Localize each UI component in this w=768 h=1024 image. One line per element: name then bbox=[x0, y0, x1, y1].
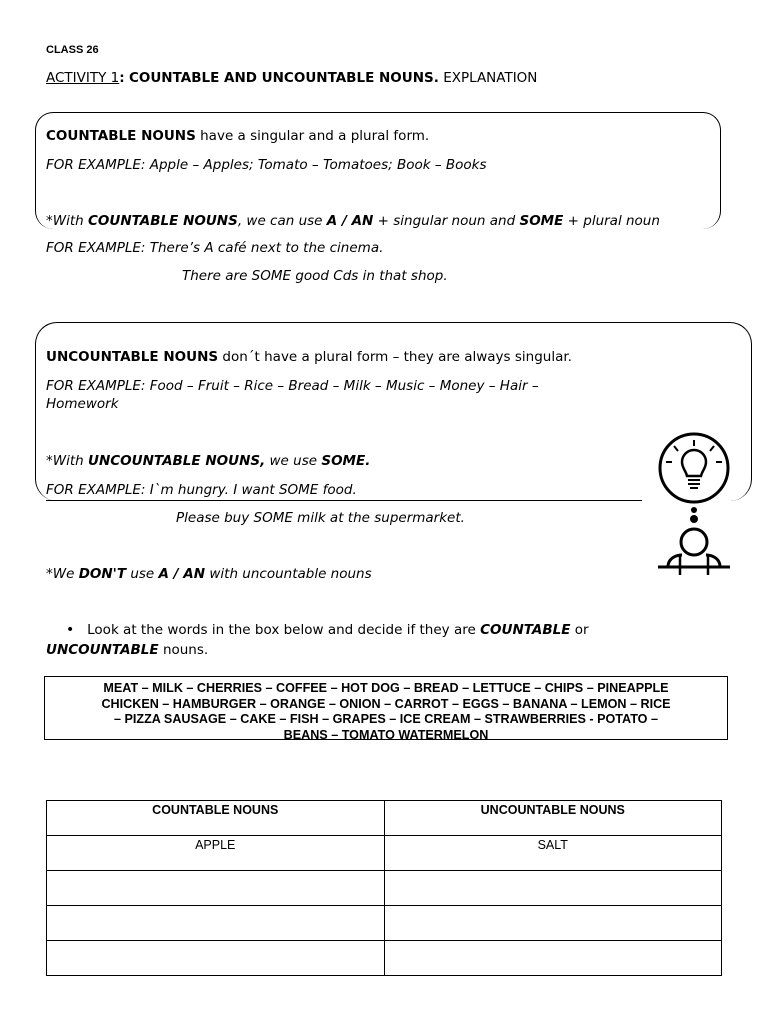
table-row bbox=[47, 871, 722, 906]
column-header-countable: COUNTABLE NOUNS bbox=[47, 801, 385, 836]
uncountable-rule bbox=[46, 453, 370, 469]
table-cell[interactable] bbox=[384, 871, 722, 906]
dont-rule-a-an: A / AN bbox=[158, 566, 206, 582]
countable-rule-end: + plural noun bbox=[567, 213, 660, 229]
uncountable-rule-some: SOME. bbox=[321, 453, 371, 469]
uncountable-rule-start: *With bbox=[46, 453, 84, 469]
activity-suffix: EXPLANATION bbox=[443, 70, 538, 86]
activity-colon: : bbox=[119, 70, 125, 86]
uncountable-example2-line2: Please buy SOME milk at the supermarket. bbox=[176, 510, 465, 526]
countable-rule-term: COUNTABLE NOUNS bbox=[88, 213, 238, 229]
uncountable-definition-text: don´t have a plural form – they are always singular. bbox=[222, 349, 572, 365]
instruction-line1 bbox=[66, 622, 589, 638]
dont-rule-mid: use bbox=[130, 566, 155, 582]
uncountable-example-line2: Homework bbox=[46, 396, 119, 412]
instruction-line2 bbox=[46, 642, 208, 658]
countable-example2-line1: FOR EXAMPLE: There’s A café next to the cinema. bbox=[46, 240, 384, 256]
uncountable-definition bbox=[46, 349, 572, 365]
word-box-line: CHICKEN – HAMBURGER – ORANGE – ONION – CARROT – EGGS – BANANA – LEMON – RICE bbox=[101, 696, 671, 711]
table-cell[interactable] bbox=[47, 941, 385, 976]
table-row bbox=[47, 906, 722, 941]
word-box-line: MEAT – MILK – CHERRIES – COFFEE – HOT DOG – BREAD – LETTUCE – CHIPS – PINEAPPLE bbox=[103, 681, 669, 695]
table-cell[interactable]: SALT bbox=[384, 836, 722, 871]
countable-term: COUNTABLE NOUNS bbox=[46, 128, 196, 144]
uncountable-term: UNCOUNTABLE NOUNS bbox=[46, 349, 219, 365]
word-box-line: BEANS – TOMATO WATERMELON bbox=[283, 727, 489, 740]
table-header-row bbox=[47, 801, 722, 836]
countable-rule-start: *With bbox=[46, 213, 84, 229]
countable-rule-some: SOME bbox=[519, 213, 564, 229]
activity-topic: COUNTABLE AND UNCOUNTABLE NOUNS. bbox=[128, 70, 439, 86]
countable-rule-a-an: A / AN bbox=[326, 213, 374, 229]
dont-rule-start: *We bbox=[46, 566, 75, 582]
dont-rule-end: with uncountable nouns bbox=[209, 566, 372, 582]
table-row bbox=[47, 836, 722, 871]
lightbulb-thinking-person-icon bbox=[638, 432, 748, 582]
bullet: • bbox=[66, 622, 75, 638]
instruction-countable: COUNTABLE bbox=[480, 622, 571, 638]
countable-example2-line2: There are SOME good Cds in that shop. bbox=[182, 268, 448, 284]
table-cell[interactable] bbox=[47, 871, 385, 906]
word-box-line: – PIZZA SAUSAGE – CAKE – FISH – GRAPES – ICE CREAM – STRAWBERRIES - POTATO – bbox=[114, 712, 658, 727]
table-cell[interactable] bbox=[384, 906, 722, 941]
countable-rule bbox=[46, 213, 660, 229]
uncountable-rule-mid: we use bbox=[269, 453, 318, 469]
countable-example: FOR EXAMPLE: Apple – Apples; Tomato – Tomatoes; Book – Books bbox=[46, 157, 487, 173]
word-box bbox=[44, 676, 728, 740]
table-row bbox=[47, 941, 722, 976]
instruction-nouns: nouns. bbox=[162, 642, 209, 658]
uncountable-example2-line1: FOR EXAMPLE: I`m hungry. I want SOME food. bbox=[46, 482, 357, 498]
countable-definition-text: have a singular and a plural form. bbox=[200, 128, 430, 144]
nouns-table bbox=[46, 800, 722, 976]
activity-label: ACTIVITY 1 bbox=[46, 70, 120, 86]
uncountable-example-line1: FOR EXAMPLE: Food – Fruit – Rice – Bread – Milk – Music – Money – Hair – bbox=[46, 378, 539, 394]
activity-heading bbox=[46, 70, 537, 86]
class-label: CLASS 26 bbox=[46, 44, 99, 56]
countable-rule-mid2: + singular noun and bbox=[377, 213, 516, 229]
dont-use-rule bbox=[46, 566, 372, 582]
uncountable-rule-term: UNCOUNTABLE NOUNS, bbox=[88, 453, 266, 469]
instruction-text: Look at the words in the box below and decide if they are bbox=[87, 622, 476, 638]
divider bbox=[46, 500, 642, 501]
table-cell[interactable] bbox=[47, 906, 385, 941]
table-cell[interactable] bbox=[384, 941, 722, 976]
instruction-or: or bbox=[574, 622, 589, 638]
countable-rule-mid: , we can use bbox=[237, 213, 323, 229]
table-cell[interactable]: APPLE bbox=[47, 836, 385, 871]
column-header-uncountable: UNCOUNTABLE NOUNS bbox=[384, 801, 722, 836]
dont-rule-word: DON'T bbox=[78, 566, 127, 582]
countable-definition bbox=[46, 128, 429, 144]
instruction-uncountable: UNCOUNTABLE bbox=[46, 642, 159, 658]
